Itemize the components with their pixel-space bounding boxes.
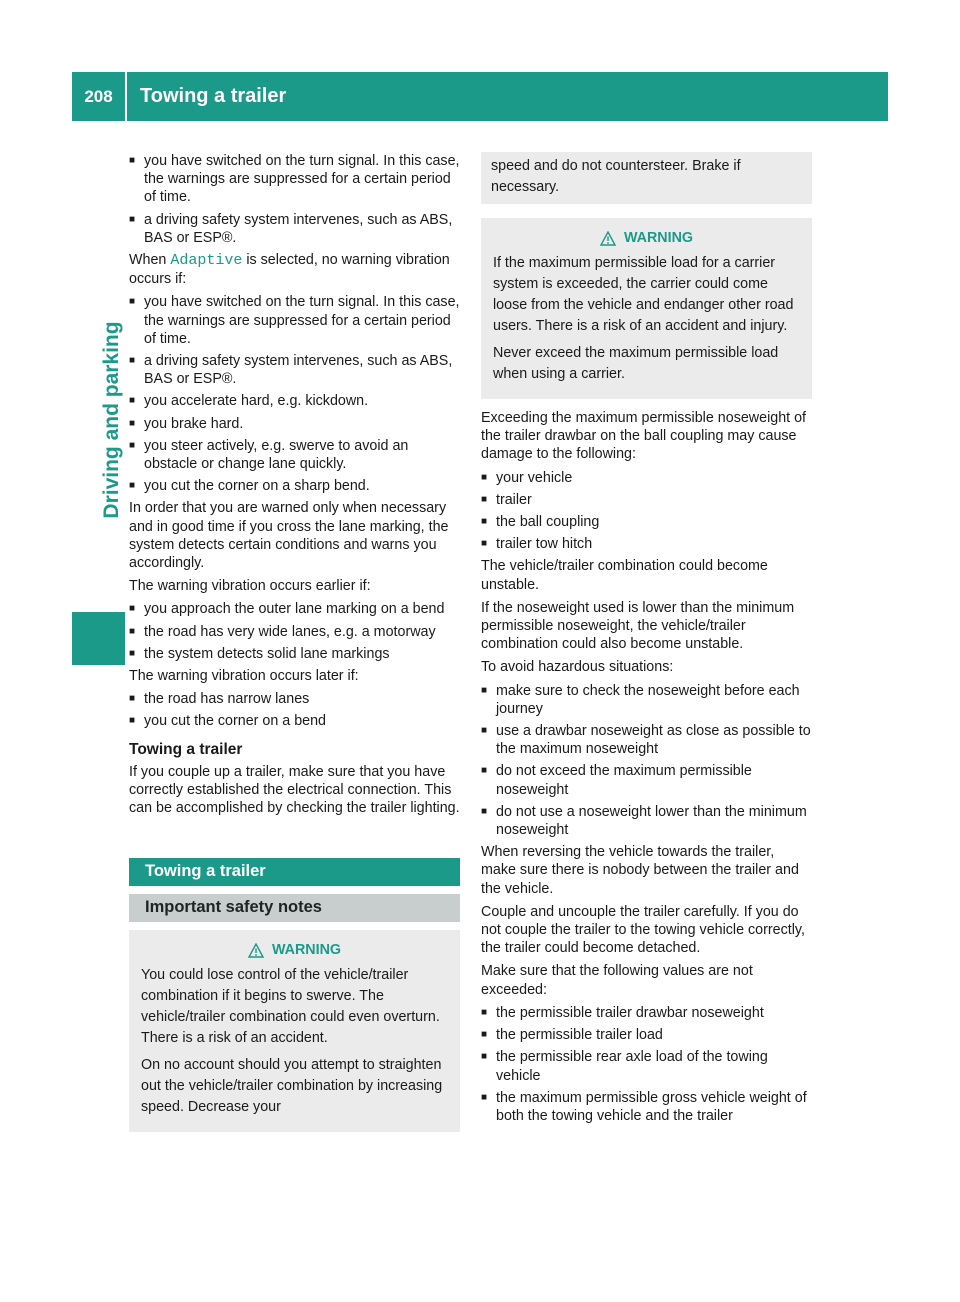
bullet-icon: ■ <box>129 439 136 451</box>
bullet-list <box>481 1004 812 1125</box>
paragraph: To avoid hazardous situations: <box>481 659 674 676</box>
list-item: ■ the permissible rear axle load of the towing vehicle <box>481 1049 768 1084</box>
list-item: ■ you steer actively, e.g. swerve to avoid an obstacle or change lane quickly. <box>129 437 409 473</box>
list-item: ■ you cut the corner on a sharp bend. <box>129 478 370 495</box>
warning-title: WARNING <box>493 228 800 249</box>
list-item: ■ the system detects solid lane markings <box>129 645 390 662</box>
list-item: ■ you brake hard. <box>129 415 244 432</box>
bullet-icon: ■ <box>129 395 136 407</box>
bullet-list <box>129 690 460 730</box>
list-item: ■ trailer <box>481 491 532 508</box>
list-item: ■ the permissible trailer load <box>481 1027 663 1044</box>
sidebar-marker <box>72 612 125 665</box>
warning-triangle-icon <box>600 231 616 246</box>
list-item: ■ the road has very wide lanes, e.g. a motorway <box>129 623 436 640</box>
subheading: Towing a trailer <box>129 740 243 758</box>
bullet-icon: ■ <box>481 1091 488 1103</box>
bullet-icon: ■ <box>481 1051 488 1063</box>
list-item: ■ you accelerate hard, e.g. kickdown. <box>129 393 369 410</box>
list-item: ■ a driving safety system intervenes, such as ABS, BAS or ESP®. <box>129 353 453 388</box>
list-item: ■ your vehicle <box>481 469 573 486</box>
warning-triangle-icon <box>248 943 264 958</box>
list-item: ■ you cut the corner on a bend <box>129 713 327 730</box>
bullet-icon: ■ <box>129 625 136 637</box>
list-item: ■ make sure to check the noseweight before each journey <box>481 682 800 717</box>
list-item: ■ do not use a noseweight lower than the minimum noseweight <box>481 803 807 839</box>
bullet-icon: ■ <box>481 538 488 550</box>
list-item: ■ you have switched on the turn signal. In this case, the warnings are suppressed for a certain period of time. <box>129 153 460 206</box>
bullet-icon: ■ <box>129 647 136 659</box>
warning-box-continued <box>481 152 812 204</box>
bullet-icon: ■ <box>129 417 136 429</box>
sidebar-label: Driving and parking <box>100 321 123 519</box>
left-column <box>129 152 460 1132</box>
list-item: ■ the maximum permissible gross vehicle weight of both the towing vehicle and the trailer <box>481 1089 807 1124</box>
bullet-icon: ■ <box>481 765 488 777</box>
bullet-icon: ■ <box>129 693 136 705</box>
warning-text: speed and do not countersteer. Brake if necessary. <box>491 158 741 195</box>
header-divider <box>125 72 127 121</box>
warning-text: On no account should you attempt to straighten out the vehicle/trailer combination by increasing speed. Decrease your <box>141 1056 443 1115</box>
bullet-icon: ■ <box>129 480 136 492</box>
list-item: ■ do not exceed the maximum permissible noseweight <box>481 763 752 798</box>
bullet-icon: ■ <box>481 471 488 483</box>
subsection-heading: Important safety notes <box>129 894 460 922</box>
list-item: ■ you have switched on the turn signal. In this case, the warnings are suppressed for a certain period of time. <box>129 294 460 347</box>
bullet-list <box>481 682 812 840</box>
paragraph: Make sure that the following values are not exceeded: <box>481 963 753 998</box>
bullet-icon: ■ <box>481 684 488 696</box>
bullet-icon: ■ <box>481 493 488 505</box>
bullet-icon: ■ <box>481 1029 488 1041</box>
bullet-icon: ■ <box>481 1006 488 1018</box>
list-item: ■ you approach the outer lane marking on a bend <box>129 601 445 618</box>
bullet-list <box>481 469 812 554</box>
warning-text: If the maximum permissible load for a carrier system is exceeded, the carrier could come loose from the vehicle and endanger other road users. There is a risk of an accident and injury. <box>493 255 794 334</box>
warning-text: Never exceed the maximum permissible load when using a carrier. <box>493 345 779 382</box>
bullet-list <box>129 600 460 663</box>
bullet-icon: ■ <box>129 213 136 225</box>
paragraph: If the noseweight used is lower than the minimum permissible noseweight, the vehicle/trailer combination could also become unstable. <box>481 599 795 653</box>
bullet-icon: ■ <box>129 355 136 367</box>
list-item: ■ a driving safety system intervenes, such as ABS, BAS or ESP®. <box>129 211 453 246</box>
list-item: ■ the permissible trailer drawbar noseweight <box>481 1004 764 1021</box>
bullet-icon: ■ <box>481 516 488 528</box>
bullet-icon: ■ <box>129 155 136 166</box>
bullet-icon: ■ <box>129 603 136 615</box>
header-title: Towing a trailer <box>140 85 287 107</box>
paragraph: If you couple up a trailer, make sure that you have correctly established the electrical connection. This can be accomplished by checking the trailer lighting. <box>129 763 460 817</box>
bullet-list <box>129 293 460 495</box>
paragraph: Couple and uncouple the trailer carefully. If you do not couple the trailer to the towing vehicle correctly, the trailer could become detached. <box>481 903 805 957</box>
paragraph: When reversing the vehicle towards the trailer, make sure there is nobody between the trailer and the vehicle. <box>481 844 799 897</box>
adaptive-setting: Adaptive <box>170 252 243 270</box>
bullet-icon: ■ <box>129 296 136 308</box>
warning-text: You could lose control of the vehicle/trailer combination if it begins to swerve. The vehicle/trailer combination could even overturn. There is a risk of an accident. <box>141 966 440 1046</box>
right-column <box>481 152 812 1129</box>
adaptive-paragraph: When Adaptive is selected, no warning vibration occurs if: <box>129 252 450 288</box>
paragraph: In order that you are warned only when necessary and in good time if you cross the lane marking, the system detects certain conditions and warns you accordingly. <box>129 500 449 572</box>
list-item: ■ the road has narrow lanes <box>129 691 310 708</box>
list-item: ■ the ball coupling <box>481 514 600 531</box>
warning-box <box>129 930 460 1132</box>
paragraph: The vehicle/trailer combination could become unstable. <box>481 558 768 593</box>
paragraph: Exceeding the maximum permissible noseweight of the trailer drawbar on the ball coupling may cause damage to the following: <box>481 410 807 463</box>
bullet-icon: ■ <box>481 725 488 737</box>
bullet-list <box>129 152 460 247</box>
bullet-icon: ■ <box>481 805 488 817</box>
paragraph: The warning vibration occurs later if: <box>129 668 359 685</box>
warning-title: WARNING <box>141 940 448 961</box>
bullet-icon: ■ <box>129 715 136 727</box>
list-item: ■ trailer tow hitch <box>481 536 593 553</box>
warning-box <box>481 218 812 399</box>
section-heading: Towing a trailer <box>129 858 460 886</box>
page-number: 208 <box>84 86 113 106</box>
paragraph: The warning vibration occurs earlier if: <box>129 578 371 595</box>
list-item: ■ use a drawbar noseweight as close as possible to the maximum noseweight <box>481 723 811 758</box>
page-header <box>72 72 888 121</box>
